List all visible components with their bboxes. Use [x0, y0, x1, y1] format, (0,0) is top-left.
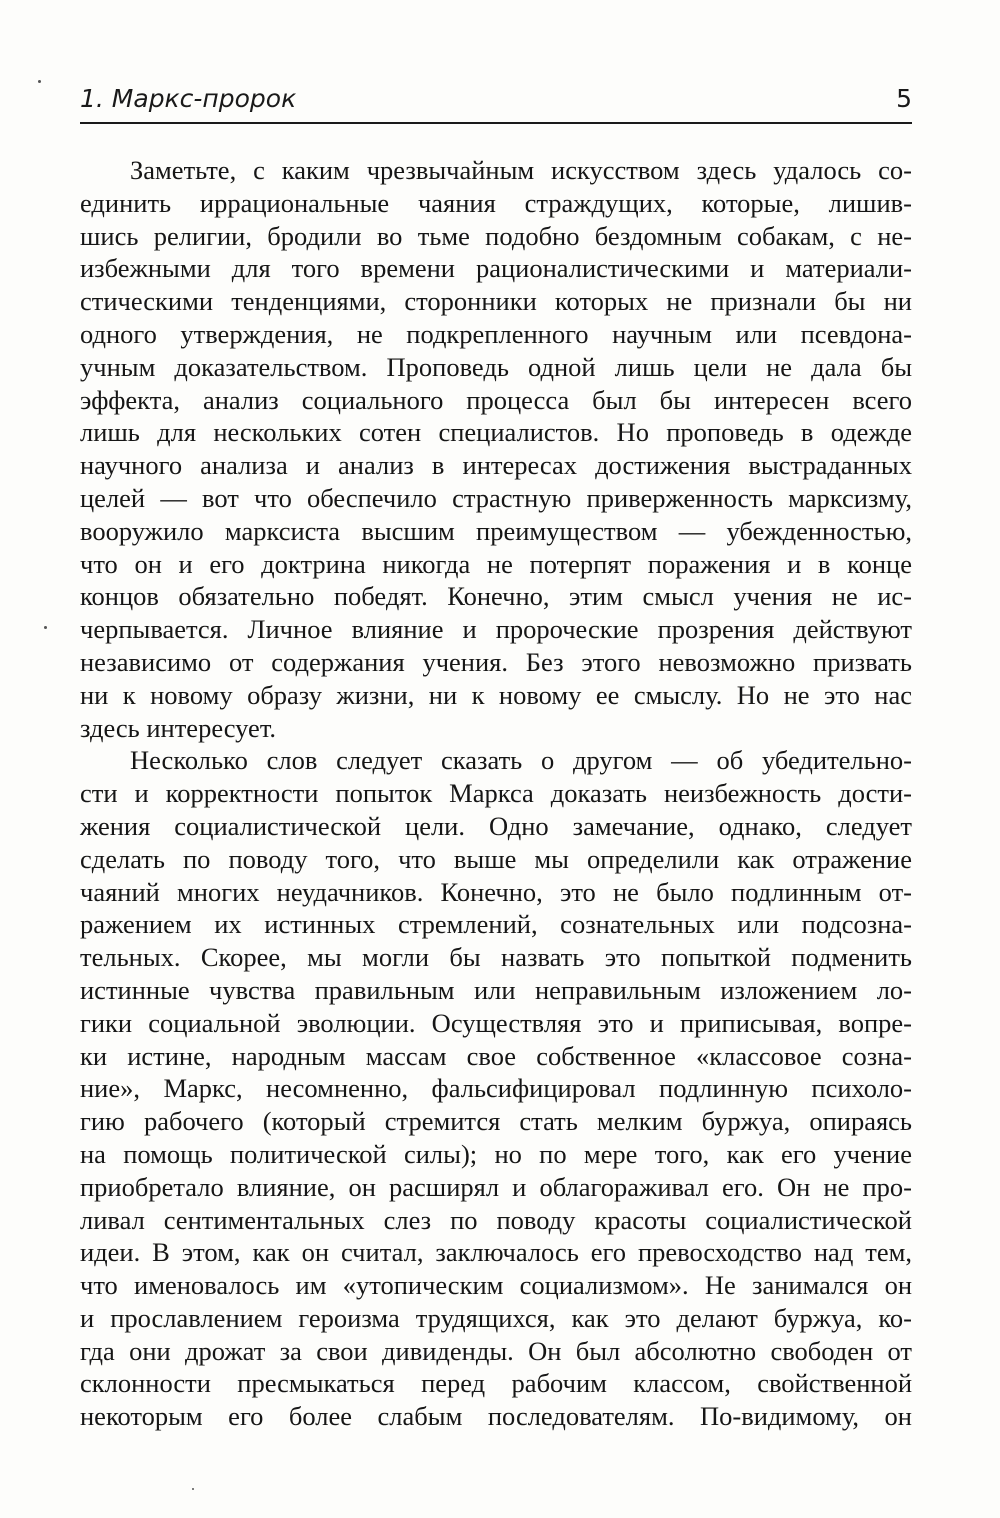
text-line: здесь интересует.: [80, 712, 277, 743]
text-line: концов обязательно победят. Конечно, этим смысл учения не ис-: [80, 581, 912, 612]
text-line: черпывается. Личное влияние и пророческие прозрения действуют: [80, 614, 912, 645]
text-line: ки истине, народным массам свое собственное «классовое созна-: [80, 1040, 912, 1071]
text-line: ние», Маркс, несомненно, фальсифицировал подлинную психоло-: [80, 1073, 912, 1104]
text-line: лишь для нескольких сотен специалистов. Но проповедь в одежде: [80, 417, 912, 448]
print-speck: [44, 626, 47, 629]
text-line: Несколько слов следует сказать о другом — об убедительно-: [130, 745, 912, 776]
text-line: вооружило марксиста высшим преимуществом — убежденностью,: [80, 515, 912, 546]
text-line: одного утверждения, не подкрепленного научным или псевдона-: [80, 318, 912, 349]
text-line: ражением их истинных стремлений, сознательных или подсозна-: [80, 909, 912, 940]
text-line: что он и его доктрина никогда не потерпят поражения и в конце: [80, 548, 912, 579]
print-speck: [192, 1488, 194, 1490]
text-line: шись религии, бродили во тьме подобно бездомным собакам, с не-: [80, 220, 912, 251]
body-text: [80, 154, 912, 1433]
running-head: [80, 84, 912, 124]
text-line: ливал сентиментальных слез по поводу красоты социалистической: [80, 1204, 912, 1235]
text-line: жения социалистической цели. Одно замечание, однако, следует: [80, 810, 912, 841]
text-line: тельных. Скорее, мы могли бы назвать это попыткой подменить: [80, 942, 912, 973]
text-line: на помощь политической силы); но по мере того, как его учение: [80, 1138, 912, 1169]
text-line: Заметьте, с каким чрезвычайным искусством здесь удалось со-: [130, 155, 912, 185]
text-line: учным доказательством. Проповедь одной лишь цели не дала бы: [80, 351, 912, 382]
text-line: некоторым его более слабым последователям. По-видимому, он: [80, 1401, 912, 1432]
text-line: чаяний многих неудачников. Конечно, это не было подлинным от-: [80, 876, 912, 907]
text-line: склонности пресмыкаться перед рабочим классом, свойственной: [80, 1368, 912, 1399]
text-line: идеи. В этом, как он считал, заключалось его превосходство над тем,: [80, 1237, 912, 1268]
text-line: что именовалось им «утопическим социализмом». Не занимался он: [80, 1270, 912, 1301]
paragraph-1: [80, 154, 912, 744]
paragraph-2: [80, 744, 912, 1433]
text-line: истинные чувства правильным или неправильным изложением ло-: [80, 974, 912, 1005]
text-line: единить иррациональные чаяния страждущих, которые, лишив-: [80, 187, 912, 218]
print-speck: [38, 80, 41, 83]
text-line: сти и корректности попыток Маркса доказать неизбежность дости-: [80, 778, 912, 809]
page-number: 5: [896, 84, 912, 113]
text-line: сделать по поводу того, что выше мы определили как отражение: [80, 843, 912, 874]
text-line: научного анализа и анализ в интересах достижения выстраданных: [80, 450, 912, 481]
text-line: гда они дрожат за свои дивиденды. Он был абсолютно свободен от: [80, 1335, 912, 1366]
chapter-title: 1. Маркс-пророк: [80, 84, 297, 113]
text-line: гию рабочего (который стремится стать мелким буржуа, опираясь: [80, 1106, 912, 1137]
text-line: целей — вот что обеспечило страстную приверженность марксизму,: [80, 482, 912, 513]
text-line: независимо от содержания учения. Без этого невозможно призвать: [80, 646, 912, 677]
text-line: и прославлением героизма трудящихся, как это делают буржуа, ко-: [80, 1302, 912, 1333]
text-line: избежными для того времени рационалистическими и материали-: [80, 253, 912, 284]
text-line: эффекта, анализ социального процесса был бы интересен всего: [80, 384, 912, 415]
text-line: приобретало влияние, он расширял и облагораживал его. Он не про-: [80, 1171, 912, 1202]
text-line: стическими тенденциями, сторонники которых не признали бы ни: [80, 286, 912, 317]
text-line: ни к новому образу жизни, ни к новому ее смыслу. Но не это нас: [80, 679, 912, 710]
text-line: гики социальной эволюции. Осуществляя это и приписывая, вопре-: [80, 1007, 912, 1038]
